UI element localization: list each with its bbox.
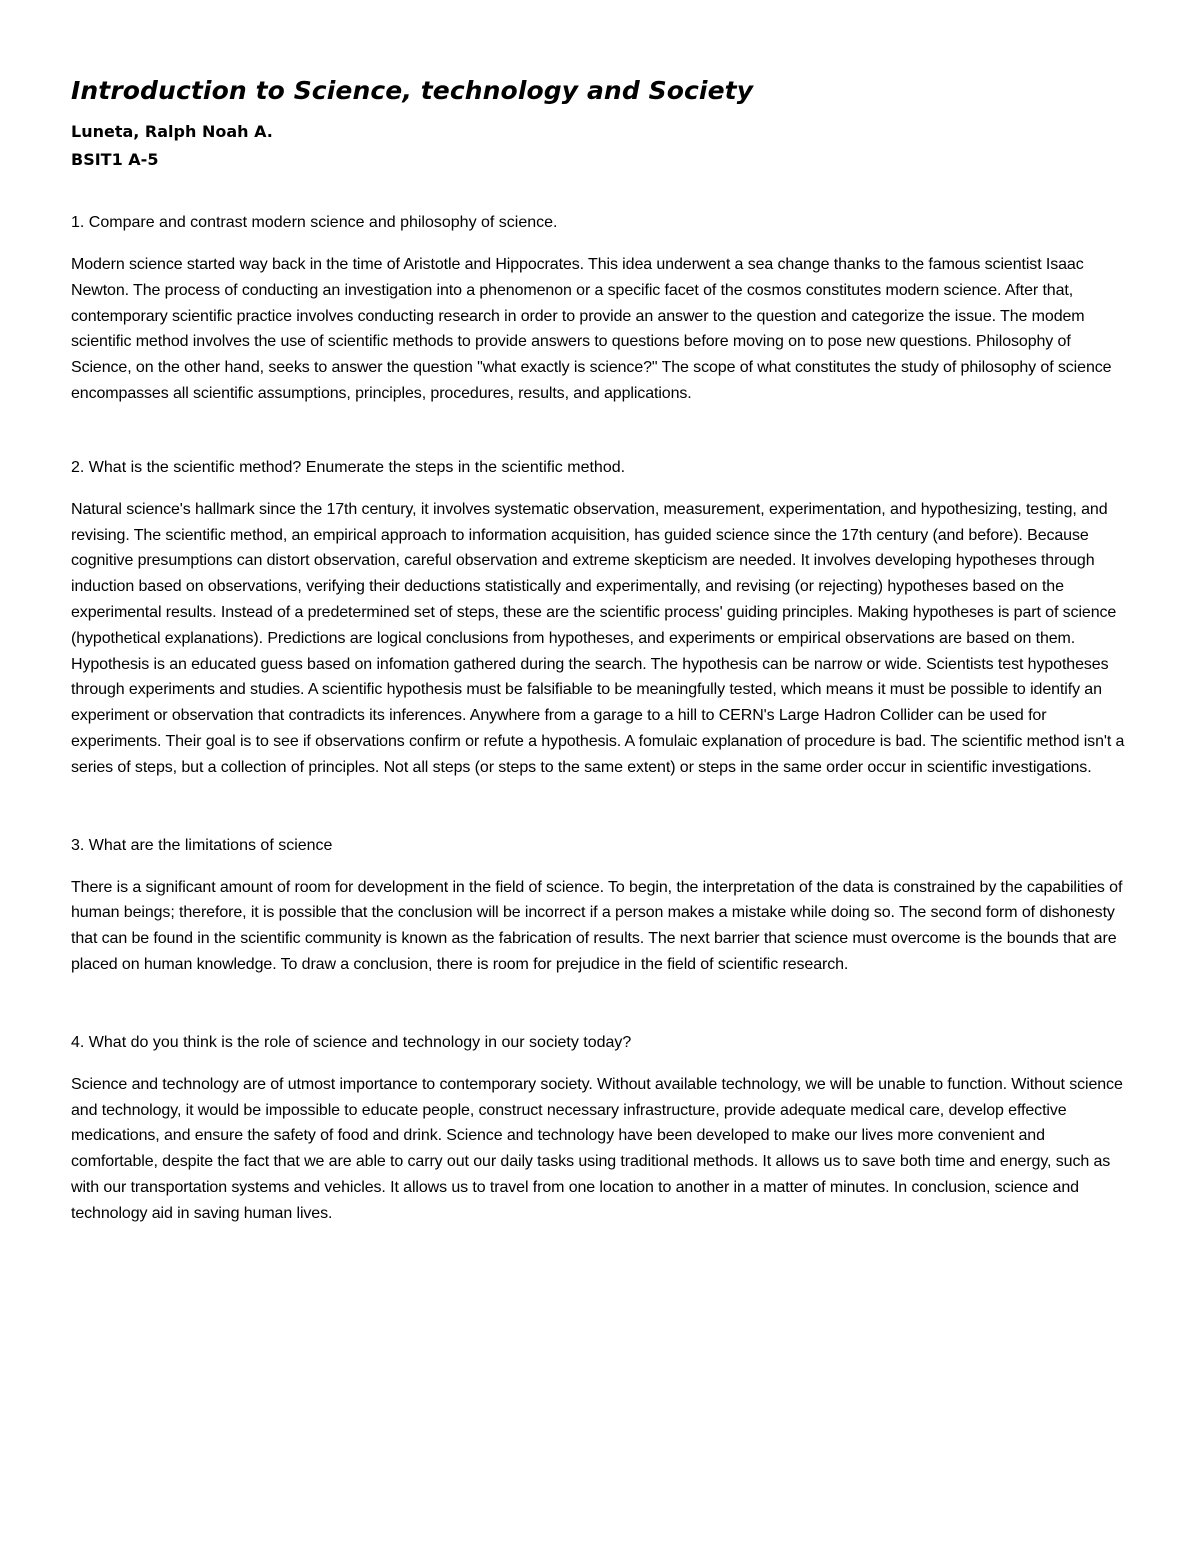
question-section-3 — [71, 835, 1133, 978]
author-block — [71, 118, 1133, 174]
answer-2: Natural science's hallmark since the 17th century, it involves systematic observation, measurement, experimentation, and hypothesizing, testing, and revising. The scientific method, an empirical approach to information acquisition, has guided science since the 17th century (and before). Because cognitive presumptions can distort observation, careful observation and extreme skepticism are needed. It involves developing hypotheses through induction based on observations, verifying their deductions statistically and experimentally, and revising (or rejecting) hypotheses based on the experimental results. Instead of a predetermined set of steps, these are the scientific process' guiding principles. Making hypotheses is part of science (hypothetical explanations). Predictions are logical conclusions from hypotheses, and experiments or empirical observations are based on them. Hypothesis is an educated guess based on infomation gathered during the search. The hypothesis can be narrow or wide. Scientists test hypotheses through experiments and studies. A scientific hypothesis must be falsifiable to be meaningfully tested, which means it must be possible to identify an experiment or observation that contradicts its inferences. Anywhere from a garage to a hill to CERN's Large Hadron Collider can be used for experiments. Their goal is to see if observations confirm or refute a hypothesis. A fomulaic explanation of procedure is bad. The scientific method isn't a series of steps, but a collection of principles. Not all steps (or steps to the same extent) or steps in the same order occur in scientific investigations. — [71, 500, 1125, 776]
question-section-1 — [71, 212, 1133, 407]
question-3: 3. What are the limitations of science — [71, 836, 333, 854]
document-title: Introduction to Science, technology and Society — [71, 76, 754, 105]
answer-3: There is a significant amount of room for development in the field of science. To begin, the interpretation of the data is constrained by the capabilities of human beings; therefore, it is possible that the conclusion will be incorrect if a person makes a mistake while doing so. The second form of dishonesty that can be found in the scientific community is known as the fabrication of results. The next barrier that science must overcome is the bounds that are placed on human knowledge. To draw a conclusion, there is room for prejudice in the field of scientific research. — [71, 878, 1123, 973]
answer-4: Science and technology are of utmost importance to contemporary society. Without available technology, we will be unable to function. Without science and technology, it would be impossible to educate people, construct necessary infrastructure, provide adequate medical care, develop effective medications, and ensure the safety of food and drink. Science and technology have been developed to make our lives more convenient and comfortable, despite the fact that we are able to carry out our daily tasks using traditional methods. It allows us to save both time and energy, such as with our transportation systems and vehicles. It allows us to travel from one location to another in a matter of minutes. In conclusion, science and technology aid in saving human lives. — [71, 1075, 1123, 1222]
author-name: Luneta, Ralph Noah A. — [71, 122, 273, 141]
question-section-2 — [71, 457, 1133, 781]
question-2: 2. What is the scientific method? Enumerate the steps in the scientific method. — [71, 458, 626, 476]
class-section: BSIT1 A-5 — [71, 150, 159, 169]
document-page — [71, 72, 1133, 1227]
question-section-4 — [71, 1032, 1133, 1227]
question-4: 4. What do you think is the role of science and technology in our society today? — [71, 1033, 632, 1051]
question-1: 1. Compare and contrast modern science and philosophy of science. — [71, 214, 558, 231]
answer-1: Modern science started way back in the time of Aristotle and Hippocrates. This idea underwent a sea change thanks to the famous scientist Isaac Newton. The process of conducting an investigation into a phenomenon or a specific facet of the cosmos constitutes modern science. After that, contemporary scientific practice involves conducting research in order to provide an answer to the question and categorize the issue. The modem scientific method involves the use of scientific methods to provide answers to questions before moving on to pose new questions. Philosophy of Science, on the other hand, seeks to answer the question "what exactly is science?" The scope of what constitutes the study of philosophy of science encompasses all scientific assumptions, principles, procedures, results, and applications. — [71, 256, 1112, 402]
